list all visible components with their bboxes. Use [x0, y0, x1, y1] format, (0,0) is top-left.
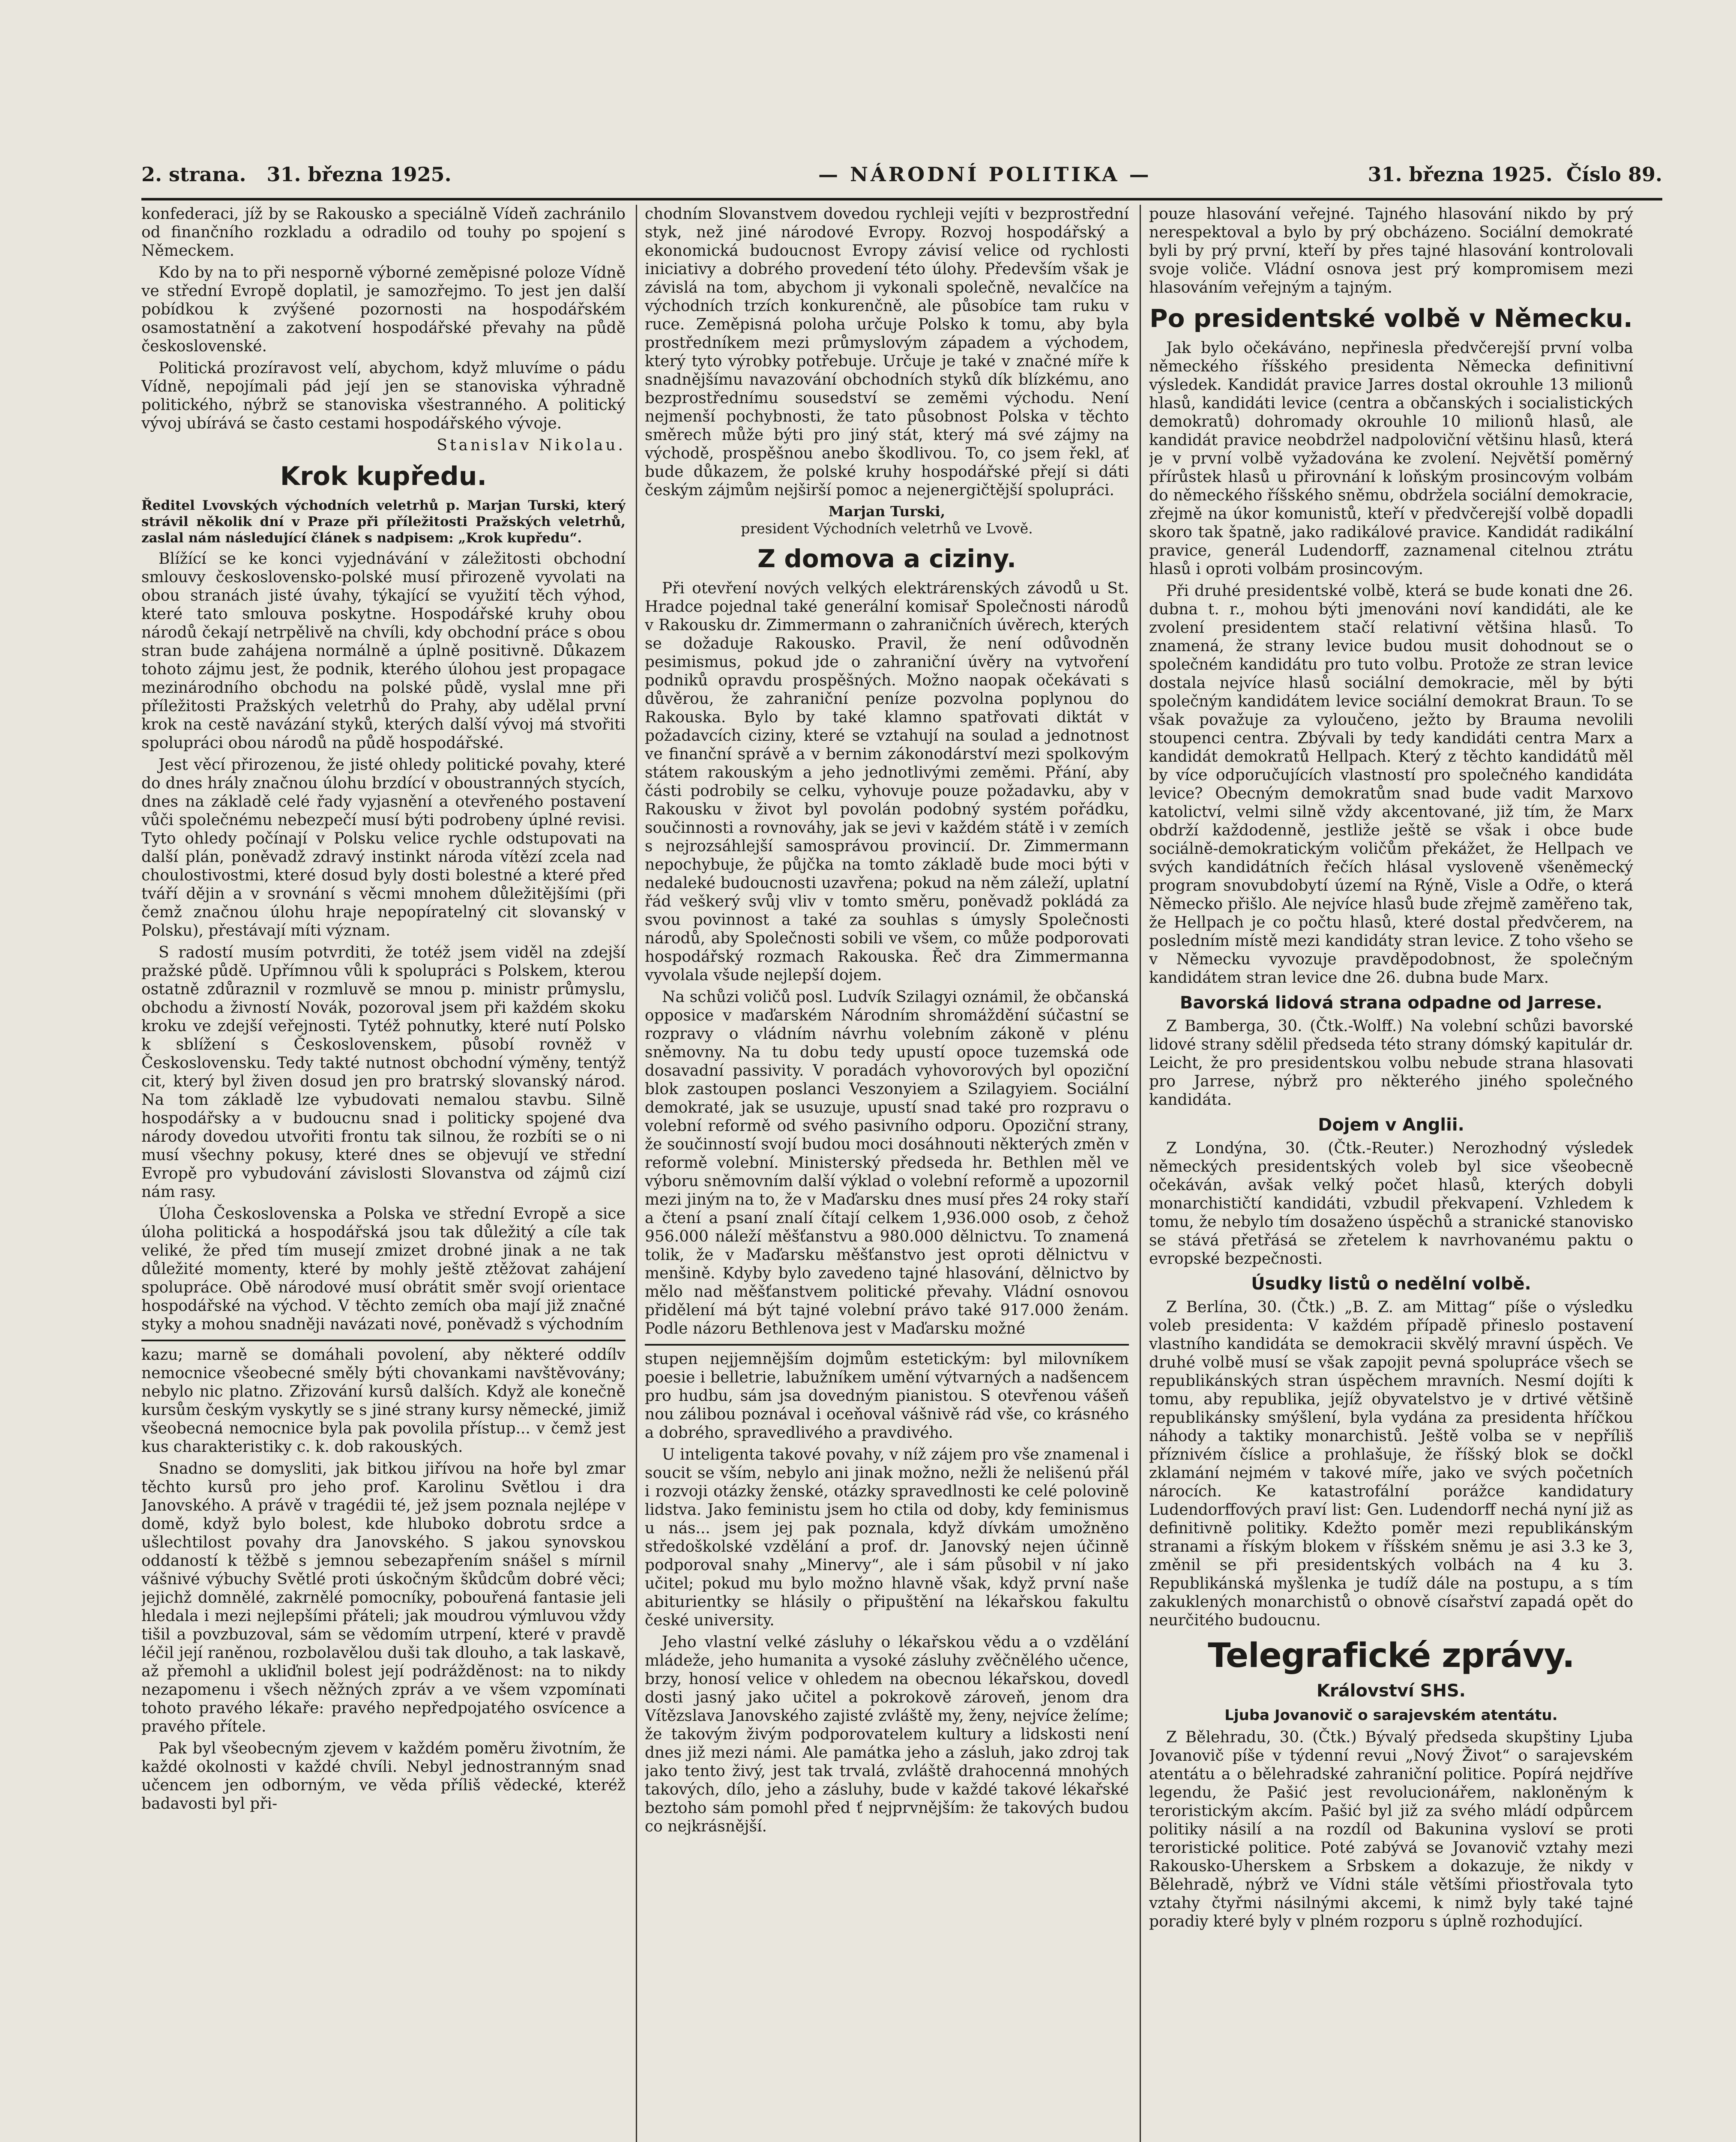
editorial-note: Ředitel Lvovských východních veletrhů p. Marjan Turski, který strávil několik dní v Praze při příležitosti Pražských veletrhů, zaslal nám následující článek s nadpisem: „Krok kupředu“.: [141, 498, 626, 546]
subheadline-dojem-v-anglii: Dojem v Anglii.: [1318, 1115, 1464, 1135]
section-rule: [645, 1344, 1129, 1346]
article-paragraph: Blížící se ke konci vyjednávání v záležitosti obchodní smlouvy československo-polské musí přirozeně vyvolati na obou stranách jisté úvahy, týkající se využití těch výhod, které tato smlouva poskytne. Hospodářské kruhy obou národů čekají netrpělivě na chvíli, kdy obchodní práce s obou stran bude zahájena normálně a úplně positivně. Důkazem tohoto zájmu jest, že podnik, kterého úlohou jest propagace mezinárodního obchodu na polské půdě, vyslal mne při příležitosti Pražských veletrhů do Prahy, aby udělal první krok na cestě navázání styků, kterých další vývoj má stvořiti spolupráci obou národů na půdě hospodářské.: [141, 550, 626, 752]
subheadline-kralovstvi-shs: Království SHS.: [1317, 1681, 1466, 1701]
signature-title: president Východních veletrhů ve Lvově.: [741, 520, 1033, 537]
subheadline-bavorska-strana: Bavorská lidová strana odpadne od Jarrese.: [1179, 993, 1603, 1013]
article-paragraph: pouze hlasování veřejné. Tajného hlasování nikdo by prý nerespektoval a bylo by prý obcházeno. Sociální demokraté byli by prý první, kteří by přes tajné hlasování kontrolovali svoje voliče. Vládní osnova jest prý kompromisem mezi hlasováním veřejným a tajným.: [1149, 205, 1633, 296]
article-paragraph: konfederaci, jíž by se Rakousko a speciálně Vídeň zachránilo od finančního rozkladu a odradilo od touhy po spojení s Německem.: [141, 205, 626, 260]
news-paragraph: Při druhé presidentské volbě, která se bude konati dne 26. dubna t. r., mohou býti jmenováni noví kandidáti, ale ke zvolení presidentem stačí relativní většina hlasů. To znamená, že strany levice budou musit dohodnout se o společném kandidátu pro tuto volbu. Protože ze stran levice dostala nejvíce hlasů sociální demokracie, měl by býti společným kandidátem levice sociální demokrat Braun. To se však považuje za vyloučeno, ježto by Brauma nevolili stoupenci centra. Zbývali by tedy kandidáti centra Marx a kandidát demokratů Hellpach. Který z těchto kandidátů měl by více odporučujících vlastností pro společného kandidáta levice? Obecným demokratům snad bude vadit Marxovo katolictví, velmi silně vždy akcentované, již tím, že Marx obdrží každodenně, jestliže ještě se však i obce bude sociálně-demokratickým voličům překážet, že Hellpach ve svých kandidátních řečích hlásal vysloveně všeněmecký program snovubdobytí území na Rýně, Visle a Odře, o která Německo přišlo. Ale nejvíce hlasů bude zřejmě zaměřeno tak, že Hellpach je co počtu hlasů, které dostal předvčerem, na posledním místě mezi kandidáty stran levice. Z toho všeho se v Německu vyvozuje pravděpodobnost, že společným kandidátem stran levice dne 26. dubna bude Marx.: [1149, 582, 1633, 987]
news-paragraph: Při otevření nových velkých elektrárenských závodů u St. Hradce pojednal také generální komisař Společnosti národů v Rakousku dr. Zimmermann o zahraničních úvěrech, kterých se dožaduje Rakousko. Pravil, že není odůvodněn pesimismus, pokud jde o zahraniční úvěry na vytvoření podniků opravdu prospěšných. Možno naopak očekávati s důvěrou, že zahraniční peníze pozvolna poplynou do Rakouska. Bylo by také klamno spatřovati diktát v požadavcích ciziny, které se vztahují na soulad a jednotnost ve finanční správě a v bernim zákonodárství mezi spolkovým státem rakouským a jeho jednotlivými zeměmi. Přání, aby části podrobily se celku, vyhovuje pouze požadavku, aby v Rakousku v život byl povolán podobný systém pořádku, součinnosti a rovnováhy, jak se jevi v každém státě i v zemích s nejrozsáhlejší samosprávou provincií. Dr. Zimmermann nepochybuje, že půjčka na tomto základě bude moci býti v nedaleké budoucnosti uzavřena; pokud na něm záleží, uplatní řád veškerý svůj vliv v tomto směru, poněvadž pokládá za svou povinnost a také za souhlas s úmysly Společnosti národů, aby Společnosti sobili ve všem, co může podporovati hospodářský rozmach Rakouska. Řeč dra Zimmermanna vyvolala všude nejlepší dojem.: [645, 580, 1129, 984]
headline-telegraficke-zpravy: Telegrafické zprávy.: [1208, 1636, 1574, 1675]
masthead-rule: [141, 198, 1662, 200]
column-1: [141, 205, 626, 2142]
subheadline-ljuba-jovanovic: Ljuba Jovanovič o sarajevském atentátu.: [1224, 1707, 1558, 1724]
page-number: 2. strana.: [141, 163, 246, 186]
headline-presidentska-volba: Po presidentské volbě v Německu.: [1149, 304, 1633, 333]
issue-number: Číslo 89.: [1566, 163, 1662, 186]
news-paragraph: Jak bylo očekáváno, nepřinesla předvčerejší první volba německého říšského presidenta Německa definitivní výsledek. Kandidát pravice Jarres dostal okrouhle 13 milionů hlasů, kandidáti levice (centra a občanských i socialistických demokratů) dohromady okrouhle 10 milionů hlasů, ale kandidát pravice neobdržel nadpoloviční většinu hlasů, která je v první volbě vyžadována ke zvolení. Největší poměrný přírůstek hlasů u přirovnání k loňským prosincovým volbám do německého říšského sněmu, obdržela sociální demokracie, zřejmě na úkor komunistů, kteří v předvčerejší volbě dopadli skoro tak špatně, jako radikálové pravice. Kandidát radikální pravice, generál Ludendorff, zaznamenal citelnou ztrátu hlasů i oproti volbám prosincovým.: [1149, 339, 1633, 578]
column-2: [645, 205, 1129, 2142]
date-left: 31. března 1925.: [266, 163, 452, 186]
column-divider: [636, 205, 637, 2142]
article-paragraph: Jest věcí přirozenou, že jisté ohledy politické povahy, které do dnes hrály značnou úlohu brzdící v oboustranných stycích, dnes na základě celé řady vyjasnění a otevřeného postavení vůči společnému nebezpečí musí býti podrobeny úplné revisi. Tyto ohledy počínají v Polsku velice rychle odstupovati na další plán, poněvadž zdravý instinkt národa vítězí zcela nad choulostivostmi, které dosud byly dosti bolestné a které před tváří dějin a v srovnání s věcmi mnohem důležitějšími (při čemž značnou úlohu hraje nepopíratelný cit slovanský v Polsku), přestávají míti význam.: [141, 756, 626, 939]
article-paragraph: chodním Slovanstvem dovedou rychleji vejíti v bezprostřední styk, než jiné národové Evropy. Rozvoj hospodářský a ekonomická budoucnost Evropy závisí velice od rychlosti iniciativy a dobrého provedení této úlohy. Především však je závislá na tom, abychom ji vykonali společně, nevalčíce na východních trzích konkurenčně, ale působíce tam ruku v ruce. Zeměpisná poloha určuje Polsko k tomu, aby byla prostředníkem mezi průmyslovým západem a východem, který tyto výrobky potřebuje. Určuje je také v značné míře k snadnějšímu navazování obchodních styků dík blízkému, ano bezprostřednímu sousedství se zeměmi východu. Není nejmenší pochybnosti, že tato působnost Polska v těchto směrech může býti pro jiný stát, který má své zájmy na východě, prospěšnou anebo škodlivou. To, co jsem řekl, ať bude důkazem, že polské kruhy hospodářské přejí si dáti českým zájmům nejširší pomoc a nejenergičtější spolupráci.: [645, 205, 1129, 499]
news-paragraph: Na schůzi voličů posl. Ludvík Szilagyi oznámil, že občanská opposice v maďarském Národním shromáždění súčastní se rozpravy o vládním návrhu volebním zákoně v plénu sněmovny. Na tu dobu tedy upustí opoce tuzemská ode dosavadní passivity. V poradách vyhovorových byl opoziční blok zastoupen poslanci Veszonyiem a Szilagyiem. Sociální demokraté, jak se usuzuje, upustí snad také pro rozpravu o volební reformě od svého pasivního odporu. Opoziční strany, že součinností svojí budou moci dosáhnouti některých změn v reformě volební. Ministerský předseda hr. Bethlen měl ve výboru sněmovním další výklad o volební reformě a upozornil mezi jiným na to, že v Maďarsku dnes musí přes 24 roky staří a čtení a psaní znalí čítají celkem 1,936.000 osob, z čehož 956.000 náleží měšťanstvu a 980.000 dělnictvu. To znamená tolik, že v Maďarsku měšťanstvo jest oproti dělnictvu v menšině. Kdyby bylo zavedeno tajné hlasování, dělnictvo by mělo nad měšťanstvem politické převahy. Vládní osnovou přidělení má být tajné volební právo také 917.000 ženám. Podle názoru Bethlenova jest v Maďarsku možné: [645, 988, 1129, 1337]
column-divider: [1140, 205, 1141, 2142]
headline-krok-kupredu: Krok kupředu.: [280, 461, 487, 491]
masthead-right: [1368, 163, 1662, 186]
column-3: [1149, 205, 1633, 2142]
article-paragraph: Kdo by na to při nesporně výborné zeměpisné poloze Vídně ve střední Evropě doplatil, je samozřejmo. To jest jen další pobídkou k zvýšené pozornosti na hospodářském osamostatnění a zakotvení hospodářské převahy na půdě československé.: [141, 264, 626, 355]
headline-z-domova: Z domova a ciziny.: [757, 544, 1017, 573]
feuilleton-paragraph: Snadno se domysliti, jak bitkou jiřívou na hoře byl zmar těchto kursů pro jeho prof. Karolinu Světlou i dra Janovského. A právě v tragédii té, jež jsem poznala nejlépe v domě, když bylo bolest, kde hluboko dobrotu srdce a ušlechtilost povahy dra Janovského. S jakou synovskou oddaností k těžbě s jemnou sebezapřením snášel s mírnil vášnivé výbuchy Světlé proti úskočným škůdcům dobré věci; jejichž domnělé, zakrnělé pomocníky, pobouřená fantasie jeli hledala i mezi nejlepšími přáteli; jak moudrou výmluvou vždy tišil a povzbuzoval, sám se vědomím utrpení, které v pravdě léčil její raněnou, rozbolavělou duši tak dlouho, a tak laskavě, až přemohl a ukliďnil bolest její podrážděnost: na to nikdy nezapomenu i všech něžných zpráv a ve všem vzpomínati tohoto pravého lékaře: pravého nepředpojatého osvícence a pravého přítele.: [141, 1460, 626, 1735]
masthead-left: [141, 163, 452, 186]
author-signature: Stanislav Nikolau.: [437, 437, 626, 454]
signature-name: Marjan Turski,: [828, 503, 946, 520]
masthead: [141, 163, 1662, 193]
news-paragraph: Z Londýna, 30. (Čtk.-Reuter.) Nerozhodný výsledek německých presidentských voleb byl sice všeobecně očekáván, avšak velký počet hlasů, kterých dobyli monarchističtí kandidáti, vzbudil překvapení. Vzhledem k tomu, že nebylo tím dosaženo úspěchů a stranické stanovisko se stává přetřásá se zřetelem k navrhovanému paktu o evropské bezpečnosti.: [1149, 1140, 1633, 1268]
author-signature: [645, 503, 1129, 537]
article-paragraph: Politická prozíravost velí, abychom, když mluvíme o pádu Vídně, nepojímali pád její jen se stanoviska výhradně politického, nýbrž se stanoviska všestranného. A politický vývoj ubírává se často cestami hospodářského vývoje.: [141, 359, 626, 432]
section-rule: [141, 1340, 626, 1341]
news-paragraph: Z Berlína, 30. (Čtk.) „B. Z. am Mittag“ píše o výsledku voleb presidenta: V každém případě přineslo postavení vlastního kandidáta se demokracii skvělý mravní úspěch. Ve druhé volbě musí se však zapojit pevná spolupráce všech se republikánských stran úspěchem mravních. Nesmí dojíti k tomu, aby republika, jejíž obyvatelstvo je v drtivé většině republikánsky smýšlení, byla vydána za presidenta hříčkou náhody a taktiky monarchistů. Ještě volba se v nepříliš příznivém číslice a prohlašuje, že říšský blok se dočkl zklamání nejmém v takové míře, jako ve svých početních nárocích. Ke katastrofální porážce kandidatury Ludendorffových praví list: Gen. Ludendorff nechá nyní již as definitivně politiky. Kdežto poměr mezi republikánským stranami a říským blokem v říšském sněmu je asi 3.3 ke 3, změnil se při presidentských volbách na 4 ku 3. Republikánská myšlenka je tudíž dále na postupu, a s tím zakuklených monarchistů o obnově císařství zapadá opět do neurčitého budoucnu.: [1149, 1298, 1633, 1629]
newspaper-title: — NÁRODNÍ POLITIKA —: [818, 163, 1152, 186]
news-paragraph: Z Bělehradu, 30. (Čtk.) Bývalý předseda skupštiny Ljuba Jovanovič píše v týdenní revui „Nový Život“ o sarajevském atentátu a o bělehradské zahraniční politice. Popírá nejdříve legendu, že Pašić jest revolucionářem, nakloněným k teroristickým akcím. Pašić byl již za svého mládí odpůrcem politiky násilí a na rozdíl od Bakunina vysloví se proti teroristické politice. Poté zabývá se Jovanovič vztahy mezi Rakousko-Uherskem a Srbskem a dokazuje, že nikdy v Bělehradě, nýbrž ve Vídni stále většími přiostřovala tyto vztahy čtyřmi násilnými akcemi, k nimž byly také tajné poradiy které byly v plném rozporu s úplně rozhodující.: [1149, 1729, 1633, 1930]
article-paragraph: Úloha Československa a Polska ve střední Evropě a sice úloha politická a hospodářská jsou tak důležitý a cíle tak veliké, že před tím musejí zmizet drobné jinak a ne tak důležité momenty, které by mohly ještě ztěžovat zahájení spolupráce. Obě národové musí obrátit směr svojí orientace hospodářské na východ. V těchto zemích oba mají již značné styky a mohou snadněji navázati nové, poněvadž s východním: [141, 1205, 626, 1333]
subheadline-usudky-listu: Úsudky listů o nedělní volbě.: [1251, 1274, 1531, 1294]
article-paragraph: S radostí musím potvrditi, že totéž jsem viděl na zdejší pražské půdě. Upřímnou vůli k spolupráci s Polskem, kterou ostatně zdůraznil v rozmluvě se mnou p. ministr průmyslu, obchodu a živností Novák, pozoroval jsem při každém skoku kroku ve zdejší veřejnosti. Tytéž pohnutky, které nutí Polsko k sblížení s Československem, působí rovněž v Československu. Tedy takté nutnost obchodní výměny, tentýž cit, který byl živen dosud jen pro bratrský slovanský národ. Na tom základě lze vybudovati nemalou stavbu. Silně hospodářsky a v budoucnu snad i politicky spojené dva národy dovedou utvořiti frontu tak silnou, že rozbíti se o ni musí všechny pokusy, které dnes se objevují ve střední Evropě pro vybudování závislosti Slovanstva od zájmů cizí nám rasy.: [141, 944, 626, 1201]
feuilleton-paragraph: kazu; marně se domáhali povolení, aby některé oddílv nemocnice všeobecné směly býti chovankami navštěvovány; nebylo nic platno. Zřizování kursů dalších. Když ale konečně kursům českým vyskytly se s jiné strany kursy německé, jimiž všeobecná nemocnice byla pak povolila přístup... v čemž jest kus charakteristiky c. k. dob rakouských.: [141, 1346, 626, 1456]
news-paragraph: Z Bamberga, 30. (Čtk.-Wolff.) Na volební schůzi bavorské lidové strany sdělil předseda této strany dómský kapitulár dr. Leicht, že pro presidentskou volbu nebude strana hlasovati pro Jarrese, nýbrž pro některého jiného společného kandidáta.: [1149, 1017, 1633, 1109]
feuilleton-paragraph: Jeho vlastní velké zásluhy o lékařskou vědu a o vzdělání mládeže, jeho humanita a vysoké zásluhy zvěčnělého učence, brzy, honosí velice v ohledem na obecnou lékařskou, dovedl dosti jasný jako učitel a pokrokově zároveň, jenom dra Vítězslava Janovského zajisté zvláště my, ženy, nejvíce želíme; že takovým živým podporovatelem kultury a lidskosti není dnes již mezi námi. Ale památka jeho a zásluh, jako zdroj tak jako tento živý, jest tak trvalá, zvláště drahocenná mnohých takových, dílo, jeho a zásluhy, bude v každé takové lékařské beztoho sám pomohl před ť nejprvnějším: že takových budou co nejkrásnější.: [645, 1633, 1129, 1835]
feuilleton-paragraph: stupen nejjemnějším dojmům estetickým: byl milovníkem poesie i belletrie, labužníkem umění výtvarných a nadšencem pro hudbu, sám jsa dovedným pianistou. S otevřenou vášeň nou zálibou poznával i oceňoval vášnivě rád vše, co krásného a dobrého, spravedlivého a pravdivého.: [645, 1350, 1129, 1442]
date-right: 31. března 1925.: [1368, 163, 1553, 186]
feuilleton-paragraph: Pak byl všeobecným zjevem v každém poměru životním, že každé okolnosti v každé chvíli. Nebyl jednostranným snad učencem jen odborným, ve věda příliš vědecké, kteréž badavosti byl při-: [141, 1740, 626, 1813]
feuilleton-paragraph: U inteligenta takové povahy, v níž zájem pro vše znamenal i soucit se vším, nebylo ani jinak možno, nežli že nelišenú přál i rozvoji otázky ženské, otázky spravedlnosti ke celé polovině lidstva. Jako feministu jsem ho ctila od doby, kdy feminismus u nás... jsem jej pak poznala, když dívkám umožněno středoškolské vzdělání a prof. dr. Janovský nejen účinně podporoval snahy „Minervy“, ale i sám působil v ní jako učitel; pokud mu bylo možno hlavně však, když první naše abiturientky se hlásily o připuštění na lékařskou fakultu české university.: [645, 1446, 1129, 1629]
